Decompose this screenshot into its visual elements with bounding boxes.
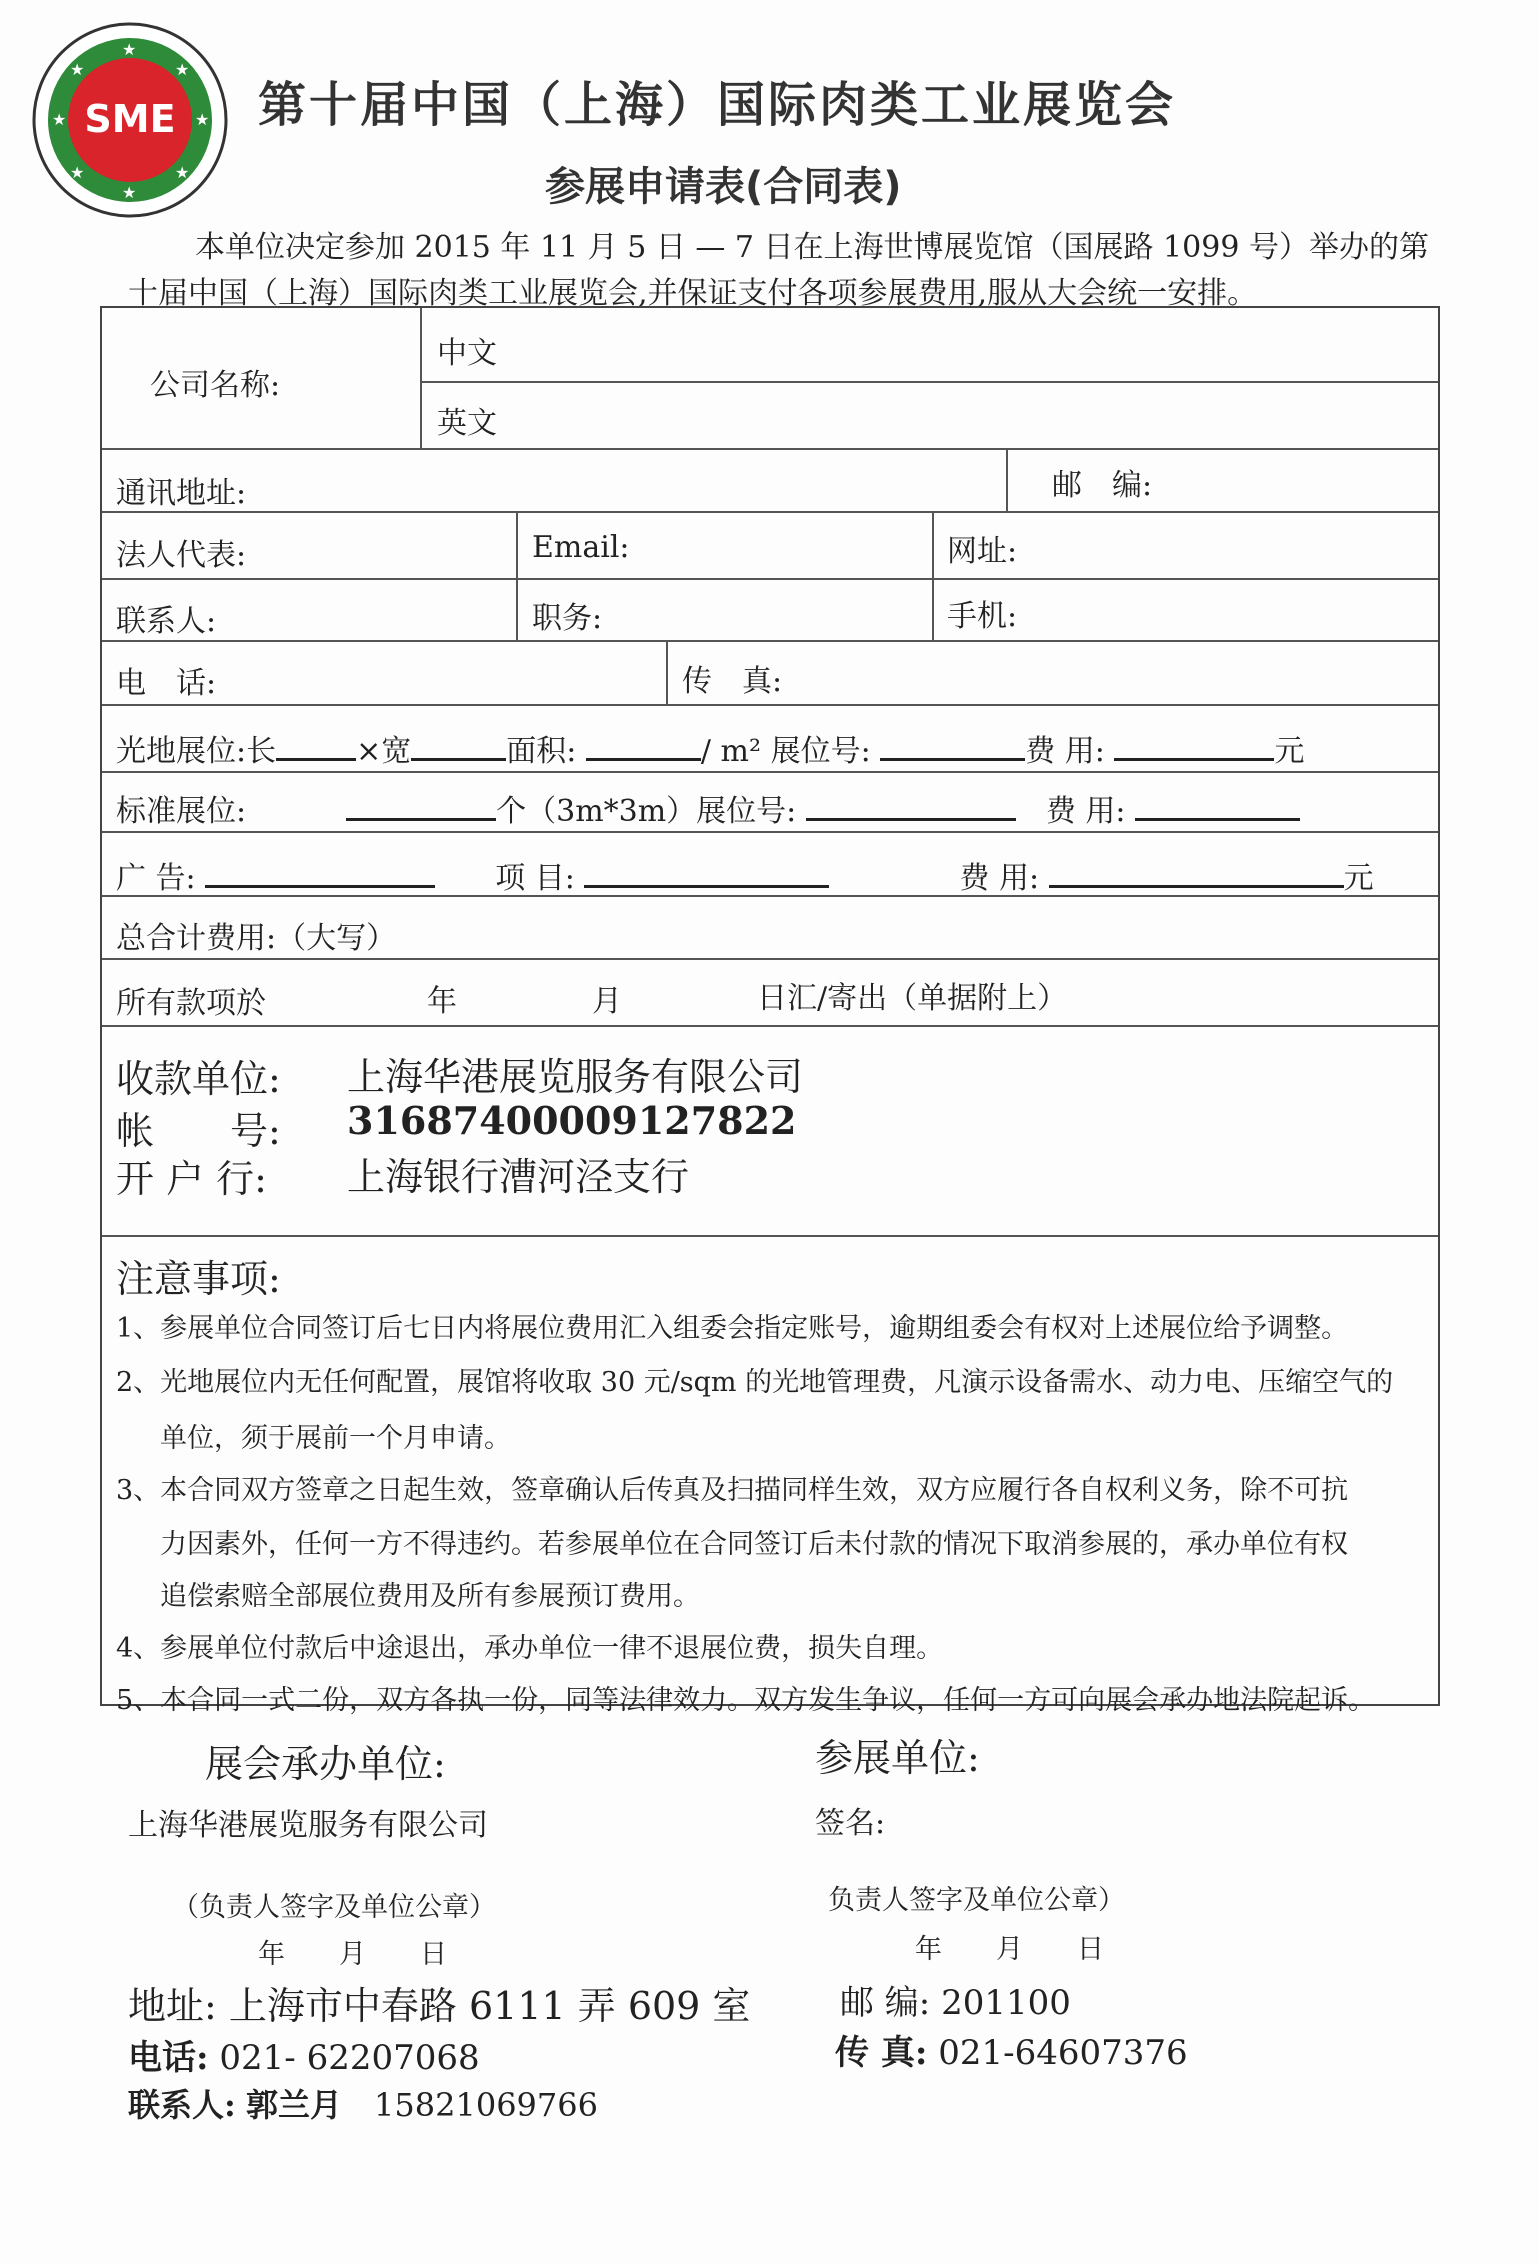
organizer-seal-note: （负责人签字及单位公章） [172, 1892, 496, 1923]
exhibitor-seal-note: 负责人签字及单位公章） [828, 1885, 1125, 1916]
account-value: 31687400009127822 [347, 1098, 797, 1143]
company-name-english-field[interactable]: 英文 [437, 406, 497, 441]
booth-no-input[interactable] [880, 728, 1025, 761]
position-field[interactable]: 职务: [532, 601, 603, 636]
width-input[interactable] [411, 728, 506, 761]
note-item: 5、本合同一式二份，双方各执一份，同等法律效力。双方发生争议，任何一方可向展会承办地法院起诉。 [116, 1685, 1376, 1716]
phone-label: 电话: [128, 2038, 209, 2078]
payment-year[interactable]: 年 [427, 984, 457, 1019]
yuan-label: 元 [1274, 734, 1305, 769]
svg-text:★: ★ [175, 60, 190, 79]
note-item: 单位，须于展前一个月申请。 [160, 1423, 511, 1454]
page-title: 第十届中国（上海）国际肉类工业展览会 [258, 77, 1177, 133]
area-label: 面积: [506, 734, 577, 769]
phone-field[interactable]: 电 话: [116, 666, 217, 701]
item-label: 项 目: [495, 861, 575, 896]
svg-text:★: ★ [70, 60, 85, 79]
bank-value: 上海银行漕河泾支行 [347, 1155, 690, 1199]
payee-label: 收款单位: [116, 1057, 281, 1101]
payment-date-label: 所有款项於 [116, 986, 266, 1021]
postcode-field[interactable]: 邮 编: [1052, 468, 1153, 503]
contact-field[interactable]: 联系人: [116, 604, 217, 639]
legal-rep-field[interactable]: 法人代表: [116, 538, 247, 573]
account-label: 帐 号: [116, 1109, 281, 1153]
fax-field[interactable]: 传 真: [682, 664, 783, 699]
organizer-date: 年 月 日 [258, 1939, 447, 1970]
company-name-chinese-field[interactable]: 中文 [437, 336, 497, 371]
note-item: 4、参展单位付款后中途退出，承办单位一律不退展位费，损失自理。 [116, 1633, 944, 1664]
application-table [100, 306, 1440, 1716]
fee-label: 费 用: [1025, 734, 1105, 769]
address-field[interactable]: 通讯地址: [116, 476, 247, 511]
booth-no-input[interactable] [806, 788, 1016, 821]
svg-text:★: ★ [52, 110, 67, 129]
svg-text:★: ★ [122, 183, 137, 202]
organizer-name: 上海华港展览服务有限公司 [128, 1808, 488, 1843]
count-input[interactable] [346, 788, 496, 821]
svg-text:★: ★ [195, 110, 210, 129]
fee-label: 费 用: [1045, 794, 1126, 829]
svg-text:★: ★ [122, 40, 137, 59]
contact-label: 联系人: [128, 2086, 236, 2124]
length-label: 长 [246, 734, 277, 769]
intro-text: 本单位决定参加 2015 年 11 月 5 日 — 7 日在上海世博展览馆（国展路 1099 号）举办的第 [195, 230, 1429, 265]
organizer-address: 地址: 上海市中春路 6111 弄 609 室 [128, 1984, 751, 2028]
booth-no-label: 个（3m*3m）展位号: [496, 794, 797, 829]
total-fee-field[interactable]: 总合计费用:（大写） [116, 921, 397, 956]
standard-booth-row [116, 786, 1300, 830]
payment-method-text: 日汇/寄出（单据附上） [757, 981, 1068, 1016]
organizer-label: 展会承办单位: [205, 1742, 446, 1786]
note-item: 3、本合同双方签章之日起生效，签章确认后传真及扫描同样生效，双方应履行各自权利义务，除不可抗 [116, 1475, 1349, 1506]
payee-value: 上海华港展览服务有限公司 [347, 1055, 804, 1099]
note-item: 1、参展单位合同签订后七日内将展位费用汇入组委会指定账号，逾期组委会有权对上述展位给予调整。 [116, 1313, 1349, 1344]
company-name-label: 公司名称: [150, 368, 281, 403]
bank-label: 开 户 行: [116, 1157, 267, 1201]
signature-field[interactable]: 签名: [815, 1806, 886, 1841]
notes-title: 注意事项: [116, 1257, 281, 1301]
contact-phone: 15821069766 [374, 2086, 598, 2124]
note-item: 追偿索赔全部展位费用及所有参展预订费用。 [160, 1581, 700, 1612]
website-field[interactable]: 网址: [947, 534, 1018, 569]
yuan-label: 元 [1343, 861, 1374, 896]
mobile-field[interactable]: 手机: [947, 599, 1018, 634]
length-input[interactable] [276, 728, 356, 761]
width-label: ×宽 [356, 734, 412, 769]
fax-value: 021-64607376 [938, 2033, 1188, 2073]
exhibitor-date: 年 月 日 [915, 1934, 1104, 1965]
area-unit: / m² [700, 734, 762, 769]
ad-label: 广 告: [116, 861, 196, 896]
raw-space-label: 光地展位: [116, 734, 247, 769]
contact-name: 郭兰月 [246, 2086, 343, 2124]
fee-label: 费 用: [959, 861, 1040, 896]
organizer-postcode: 邮 编: 201100 [840, 1983, 1071, 2023]
ad-row [116, 853, 1374, 897]
svg-text:★: ★ [175, 163, 190, 182]
intro-text: 十届中国（上海）国际肉类工业展览会,并保证支付各项参展费用,服从大会统一安排。 [128, 276, 1258, 311]
fee-input[interactable] [1114, 728, 1274, 761]
svg-text:★: ★ [70, 163, 85, 182]
phone-value: 021- 62207068 [219, 2038, 480, 2078]
area-input[interactable] [586, 728, 701, 761]
item-input[interactable] [584, 855, 829, 888]
organizer-contact [128, 2080, 598, 2126]
note-item: 力因素外，任何一方不得违约。若参展单位在合同签订后未付款的情况下取消参展的，承办单位有权 [160, 1529, 1348, 1560]
note-item: 2、光地展位内无任何配置，展馆将收取 30 元/sqm 的光地管理费，凡演示设备需水、动力电、压缩空气的 [116, 1367, 1394, 1398]
fee-input[interactable] [1049, 855, 1344, 888]
raw-space-row [116, 726, 1304, 770]
organizer-fax [835, 2025, 1188, 2074]
fee-input[interactable] [1135, 788, 1300, 821]
sme-logo [30, 20, 230, 220]
booth-no-label: 展位号: [770, 734, 871, 769]
payment-month[interactable]: 月 [592, 984, 622, 1019]
organizer-phone [128, 2030, 480, 2079]
ad-input[interactable] [205, 855, 435, 888]
email-field[interactable]: Email: [532, 530, 630, 565]
fax-label: 传 真: [835, 2033, 928, 2073]
svg-text:SME: SME [84, 97, 176, 141]
standard-booth-label: 标准展位: [116, 794, 247, 829]
page-subtitle: 参展申请表(合同表) [545, 164, 902, 210]
exhibitor-label: 参展单位: [815, 1736, 980, 1780]
